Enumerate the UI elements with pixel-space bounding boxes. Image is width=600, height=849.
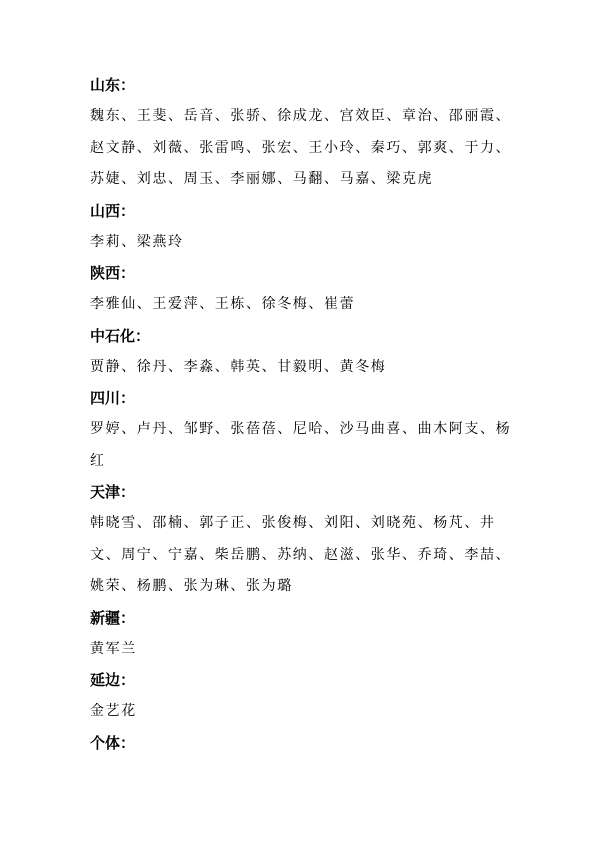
section-heading: 个体： xyxy=(90,733,136,752)
name-list: 魏东、王斐、岳音、张骄、徐成龙、宫效臣、章治、邵丽霞、赵文静、刘薇、张雷鸣、张宏、王小玲、秦巧、郭爽、于力、苏婕、刘忠、周玉、李丽娜、马翻、马嘉、梁克虎 xyxy=(90,108,512,187)
name-list: 贾静、徐丹、李淼、韩英、甘毅明、黄冬梅 xyxy=(90,358,387,375)
name-list: 黄军兰 xyxy=(90,640,137,657)
section-shandong xyxy=(90,70,520,196)
section-sichuan xyxy=(90,383,520,477)
section-heading: 延边： xyxy=(90,671,136,689)
section-shaanxi xyxy=(90,258,520,321)
section-heading: 新疆： xyxy=(90,608,136,627)
section-heading: 山东： xyxy=(90,76,136,94)
name-list: 韩晓雪、邵楠、郭子正、张俊梅、刘阳、刘晓苑、杨芃、井文、周宁、宁嘉、柴岳鹏、苏纳、赵滋、张华、乔琦、李喆、姚荣、杨鹏、张为琳、张为璐 xyxy=(90,515,512,594)
name-list: 金艺花 xyxy=(90,703,137,719)
name-list: 李雅仙、王爱萍、王栋、徐冬梅、崔蕾 xyxy=(90,296,356,312)
document-page xyxy=(90,70,520,759)
section-xinjiang xyxy=(90,603,520,666)
section-individual xyxy=(90,728,520,759)
section-heading: 四川： xyxy=(90,389,136,407)
name-list: 李莉、梁燕玲 xyxy=(90,233,184,250)
section-shanxi xyxy=(90,196,520,259)
section-tianjin xyxy=(90,477,520,603)
section-heading: 陕西： xyxy=(90,264,136,282)
section-heading: 天津： xyxy=(90,483,136,501)
section-heading: 中石化： xyxy=(90,326,151,345)
section-heading: 山西： xyxy=(90,201,136,220)
name-list: 罗婷、卢丹、邹野、张蓓蓓、尼哈、沙马曲喜、曲木阿支、杨红 xyxy=(90,421,512,469)
section-yanbian xyxy=(90,665,520,728)
section-sinopec xyxy=(90,321,520,384)
